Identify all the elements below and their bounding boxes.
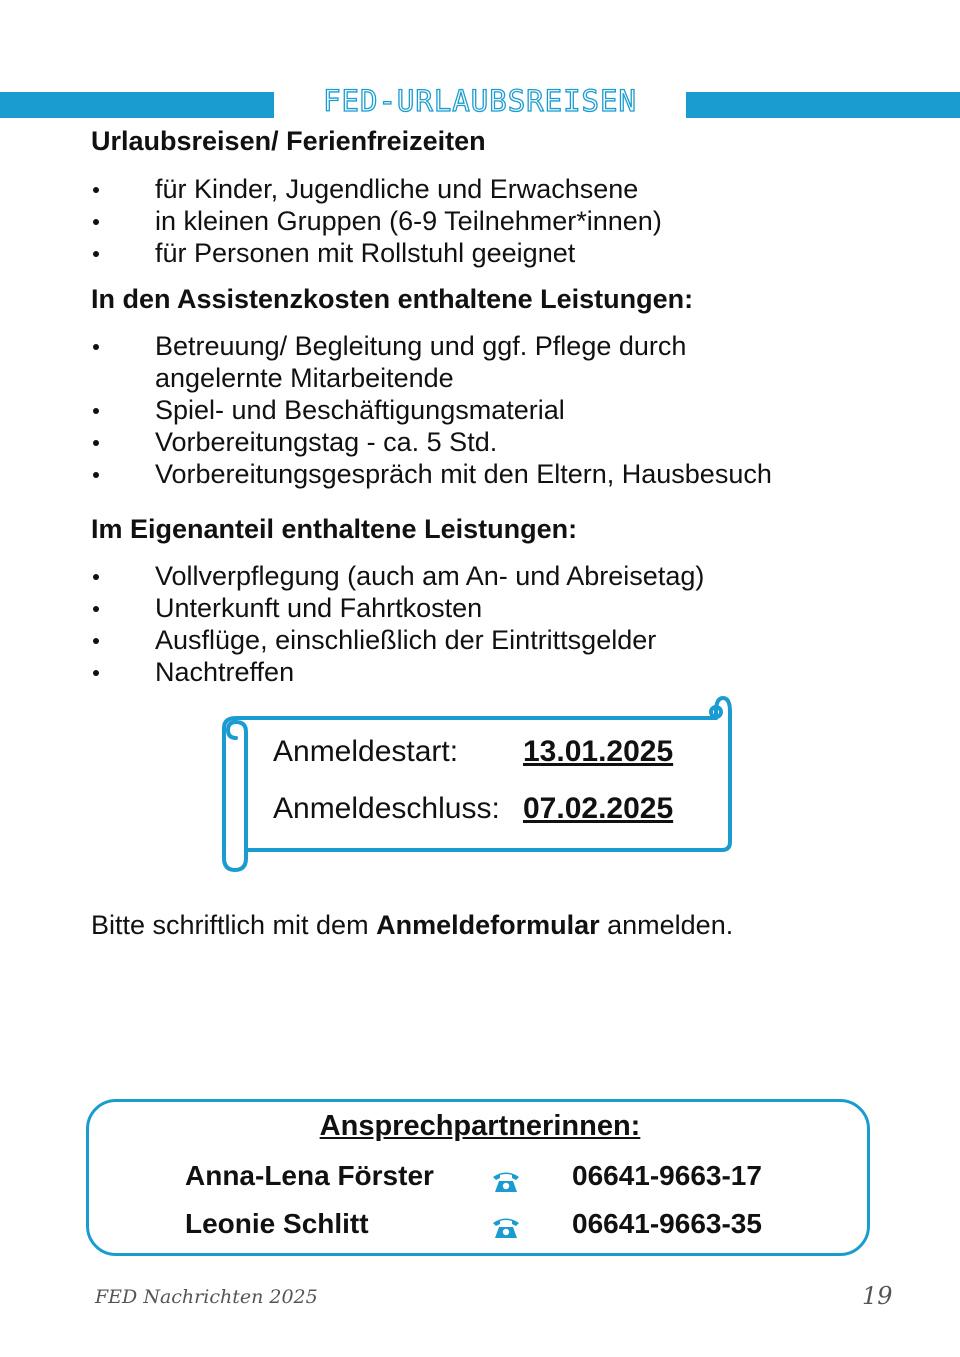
list-item: Vollverpflegung (auch am An- und Abreisetag) <box>91 560 704 592</box>
section-heading-trips: Urlaubsreisen/ Ferienfreizeiten <box>91 126 486 156</box>
list-item: Ausflüge, einschließlich der Eintrittsgelder <box>91 624 704 656</box>
note-text-after: anmelden. <box>599 910 734 940</box>
page-title: FED-URLAUBSREISEN <box>323 84 637 118</box>
contact-title: Ansprechpartnerinnen: <box>319 1110 641 1142</box>
footer-publication: FED Nachrichten 2025 <box>95 1286 318 1308</box>
list-item: Betreuung/ Begleitung und ggf. Pflege durch angelernte Mitarbeitende <box>91 330 755 394</box>
contact-phone: 06641-9663-17 <box>572 1160 762 1191</box>
telephone-icon <box>491 1168 521 1194</box>
note-form-name: Anmeldeformular <box>376 910 600 940</box>
registration-end-date: 07.02.2025 <box>523 792 674 825</box>
registration-start-label: Anmeldestart: <box>273 735 459 768</box>
list-item: Nachtreffen <box>91 656 704 688</box>
list-item: für Personen mit Rollstuhl geeignet <box>91 237 662 269</box>
list-item: in kleinen Gruppen (6-9 Teilnehmer*innen) <box>91 205 662 237</box>
contact-name: Leonie Schlitt <box>185 1208 369 1239</box>
note-text-before: Bitte schriftlich mit dem <box>91 910 377 940</box>
registration-end-label: Anmeldeschluss: <box>273 792 500 825</box>
contact-phone: 06641-9663-35 <box>572 1208 762 1239</box>
list-item: Spiel- und Beschäftigungsmaterial <box>91 394 851 426</box>
list-item: Vorbereitungstag - ca. 5 Std. <box>91 426 851 458</box>
list-item: für Kinder, Jugendliche und Erwachsene <box>91 173 662 205</box>
section-heading-own-share: Im Eigenanteil enthaltene Leistungen: <box>91 514 578 544</box>
contact-name: Anna-Lena Förster <box>185 1160 434 1191</box>
registration-note <box>91 910 733 941</box>
page-number: 19 <box>862 1282 893 1310</box>
telephone-icon <box>491 1214 521 1240</box>
list-item: Unterkunft und Fahrtkosten <box>91 592 704 624</box>
section-heading-assistance: In den Assistenzkosten enthaltene Leistungen: <box>91 284 694 314</box>
registration-start-date: 13.01.2025 <box>523 735 674 768</box>
list-item: Vorbereitungsgespräch mit den Eltern, Hausbesuch <box>91 458 851 490</box>
